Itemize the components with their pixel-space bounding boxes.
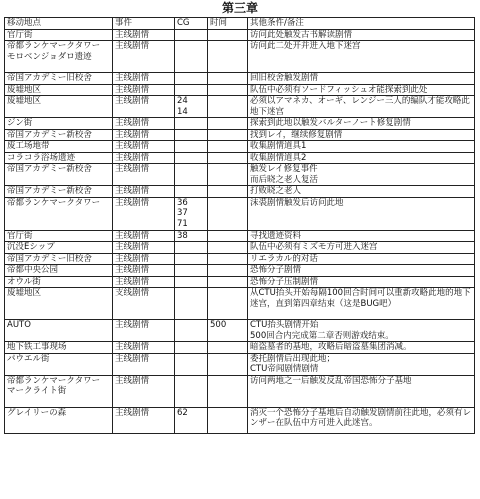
cell-notes: 沫裘剧情触发后访问此地 <box>248 197 475 230</box>
cell-notes: 探索到此地以触发バルターノート修复剧情 <box>248 118 475 130</box>
table-body <box>5 29 475 433</box>
table-row <box>5 197 475 230</box>
cell-location: オウル街 <box>5 276 113 288</box>
cell-event: 主线剧情 <box>113 41 175 73</box>
cell-event: 主线剧情 <box>113 186 175 198</box>
cell-event: 主线剧情 <box>113 375 175 407</box>
table-row <box>5 353 475 375</box>
table-row <box>5 342 475 354</box>
cell-event: 主线剧情 <box>113 230 175 242</box>
cell-time <box>208 242 248 254</box>
cell-location: 废墟地区 <box>5 96 113 118</box>
table-row <box>5 186 475 198</box>
table-row <box>5 84 475 96</box>
cell-event: 主线剧情 <box>113 29 175 41</box>
cell-notes: 打败晓之老人 <box>248 186 475 198</box>
cell-notes: 暗盗墓者的基地，攻略后暗盗墓集团消减。 <box>248 342 475 354</box>
cell-location: 帝都ランケマークタワー マークライト街 <box>5 375 113 407</box>
cell-location: ジン街 <box>5 118 113 130</box>
header-location: 移动地点 <box>5 18 113 30</box>
cell-location: 官厅街 <box>5 230 113 242</box>
cell-location: 帝国アカデミー旧校舍 <box>5 73 113 85</box>
table-row <box>5 41 475 73</box>
cell-cg <box>175 73 208 85</box>
header-notes: 其他条件/备注 <box>248 18 475 30</box>
cell-event: 主线剧情 <box>113 242 175 254</box>
cell-event: 主线剧情 <box>113 118 175 130</box>
cell-event: 主线剧情 <box>113 152 175 164</box>
cell-time <box>208 230 248 242</box>
table-row <box>5 96 475 118</box>
header-event: 事件 <box>113 18 175 30</box>
cell-event: 主线剧情 <box>113 84 175 96</box>
cell-time <box>208 129 248 141</box>
cell-cg <box>175 276 208 288</box>
cell-notes: 队伍中必须有ミズモ方可进入迷宫 <box>248 242 475 254</box>
cell-notes: 访问两地之一后触发反乱帝国恐怖分子基地 <box>248 375 475 407</box>
cell-notes: 恐怖分子剧情 <box>248 265 475 277</box>
cell-event: 主线剧情 <box>113 407 175 433</box>
cell-time <box>208 73 248 85</box>
table-row <box>5 230 475 242</box>
cell-cg <box>175 141 208 153</box>
cell-notes: 访问此处触发古书解读剧情 <box>248 29 475 41</box>
cell-notes: 委托剧情后出现此地； CTU帝闻剧情剧情 <box>248 353 475 375</box>
cell-cg <box>175 320 208 342</box>
table-row <box>5 118 475 130</box>
cell-time <box>208 353 248 375</box>
cell-cg <box>175 84 208 96</box>
cell-cg <box>175 186 208 198</box>
table-row <box>5 242 475 254</box>
table-row <box>5 73 475 85</box>
cell-location: 官厅街 <box>5 29 113 41</box>
cell-time <box>208 118 248 130</box>
cell-location: パウエル街 <box>5 353 113 375</box>
cell-event: 主线剧情 <box>113 129 175 141</box>
cell-event: 主线剧情 <box>113 96 175 118</box>
table-header-row <box>5 18 475 30</box>
cell-cg <box>175 265 208 277</box>
cell-location: AUTO <box>5 320 113 342</box>
cell-cg <box>175 375 208 407</box>
cell-location: 帝国アカデミー旧校舍 <box>5 253 113 265</box>
table-row <box>5 129 475 141</box>
cell-time <box>208 96 248 118</box>
cell-time <box>208 41 248 73</box>
cell-notes: CTU抬头剧情开始 500回合内完成第二章否则游戏结束。 <box>248 320 475 342</box>
cell-notes: 队伍中必须有ソードフィッシュオ能探索到此处 <box>248 84 475 96</box>
cell-cg <box>175 41 208 73</box>
cell-time <box>208 288 248 320</box>
cell-location: 帝国アカデミー新校舍 <box>5 186 113 198</box>
header-time: 时间 <box>208 18 248 30</box>
cell-cg: 24 14 <box>175 96 208 118</box>
cell-time <box>208 407 248 433</box>
table-row <box>5 407 475 433</box>
cell-location: 地下铁工事现场 <box>5 342 113 354</box>
table-row <box>5 288 475 320</box>
cell-notes: 寻找遗迹资料 <box>248 230 475 242</box>
cell-cg: 36 37 71 <box>175 197 208 230</box>
table-row <box>5 29 475 41</box>
cell-location: 帝都ランケマークタワー <box>5 197 113 230</box>
cell-cg <box>175 288 208 320</box>
cell-cg <box>175 164 208 186</box>
cell-cg <box>175 118 208 130</box>
cell-time <box>208 375 248 407</box>
chapter-title: 第三章 <box>221 1 258 15</box>
cell-location: 沉没Eシップ <box>5 242 113 254</box>
cell-cg <box>175 152 208 164</box>
cell-cg <box>175 29 208 41</box>
cell-time <box>208 84 248 96</box>
cell-time <box>208 186 248 198</box>
cell-time <box>208 164 248 186</box>
cell-event: 支线剧情 <box>113 288 175 320</box>
cell-event: 主线剧情 <box>113 265 175 277</box>
header-cg: CG <box>175 18 208 30</box>
cell-cg <box>175 353 208 375</box>
cell-event: 主线剧情 <box>113 197 175 230</box>
cell-notes: 找到レイ，继续修复剧情 <box>248 129 475 141</box>
cell-location: 帝都ランケマークタワー モロベンジョダロ遗迹 <box>5 41 113 73</box>
cell-event: 主线剧情 <box>113 73 175 85</box>
cell-notes: 恐怖分子压制剧情 <box>248 276 475 288</box>
watermark-logo <box>376 469 474 497</box>
cell-cg: 38 <box>175 230 208 242</box>
cell-time <box>208 152 248 164</box>
cell-notes: 回旧校舍触发剧情 <box>248 73 475 85</box>
cell-event: 主线剧情 <box>113 253 175 265</box>
cell-location: 帝都中央公园 <box>5 265 113 277</box>
cell-notes: 收集剧情道具1 <box>248 141 475 153</box>
cell-cg <box>175 342 208 354</box>
cell-location: 帝国アカデミー新校舍 <box>5 129 113 141</box>
cell-cg <box>175 242 208 254</box>
table-row <box>5 265 475 277</box>
cell-location: 废工场地带 <box>5 141 113 153</box>
cell-notes: 触发レイ修复事件 而后晓之老人复活 <box>248 164 475 186</box>
cell-notes: 消灭一个恐怖分子基地后自动触发剧情前往此地，必须有レンザー在队伍中方可进入此迷宫。 <box>248 407 475 433</box>
cell-cg <box>175 129 208 141</box>
cell-location: コラコラ浴场遗迹 <box>5 152 113 164</box>
cell-time <box>208 197 248 230</box>
cell-notes: 必须以アマネカ、オーギ、レンジー三人的编队才能攻略此地下迷宫 <box>248 96 475 118</box>
cell-time <box>208 342 248 354</box>
cell-cg: 62 <box>175 407 208 433</box>
table-row <box>5 164 475 186</box>
cell-time <box>208 253 248 265</box>
cell-event: 主线剧情 <box>113 353 175 375</box>
cell-location: 废墟地区 <box>5 288 113 320</box>
cell-event: 主线剧情 <box>113 342 175 354</box>
cell-time <box>208 265 248 277</box>
cell-location: 废墟地区 <box>5 84 113 96</box>
cell-event: 主线剧情 <box>113 141 175 153</box>
table-row <box>5 152 475 164</box>
cell-time <box>208 276 248 288</box>
cell-notes: 从CTU抬头开始每隔100回合时间可以重新攻略此地的地下迷宫，直到第四章结束（这是BUG吧） <box>248 288 475 320</box>
cell-notes: リエラカル的对话 <box>248 253 475 265</box>
table-row <box>5 320 475 342</box>
cell-time: 500 <box>208 320 248 342</box>
walkthrough-table <box>4 17 475 434</box>
cell-event: 主线剧情 <box>113 320 175 342</box>
cell-time <box>208 29 248 41</box>
table-row <box>5 253 475 265</box>
table-row <box>5 276 475 288</box>
table-row <box>5 375 475 407</box>
cell-time <box>208 141 248 153</box>
cell-event: 主线剧情 <box>113 276 175 288</box>
cell-cg <box>175 253 208 265</box>
cell-notes: 收集剧情道具2 <box>248 152 475 164</box>
cell-location: 帝国アカデミー新校舍 <box>5 164 113 186</box>
cell-event: 主线剧情 <box>113 164 175 186</box>
cell-location: グレイリーの森 <box>5 407 113 433</box>
table-row <box>5 141 475 153</box>
cell-notes: 访问此二处开并进入地下迷宫 <box>248 41 475 73</box>
